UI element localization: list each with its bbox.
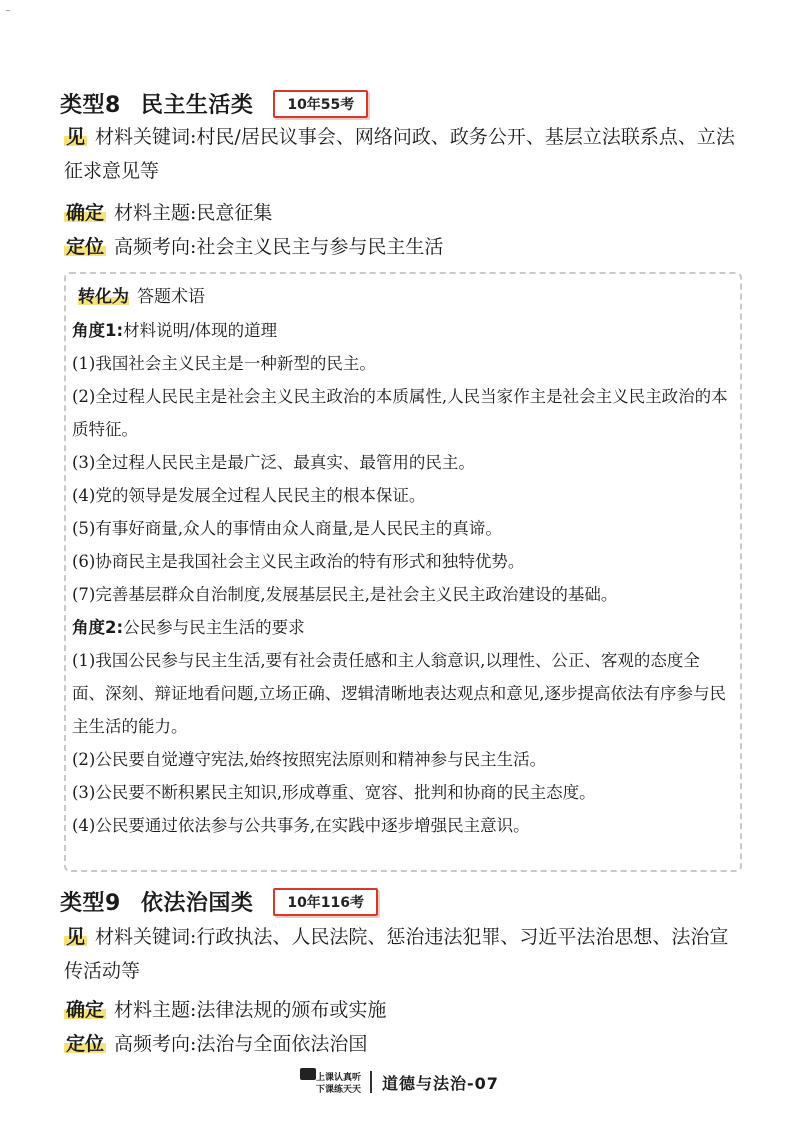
- angle1-item: (2)全过程人民民主是社会主义民主政治的本质属性,人民当家作主是社会主义民主政治的本质特征。: [72, 387, 728, 439]
- angle1-heading: [72, 314, 732, 347]
- type8-exam-badge: 10年55考: [273, 90, 368, 118]
- angle1-label: 角度1:: [72, 321, 124, 340]
- type9-confirm-line: [64, 993, 740, 1027]
- type9-locate-line: [64, 1027, 740, 1061]
- confirm-tag: 确定: [66, 999, 105, 1021]
- card-body: [72, 314, 732, 842]
- type9-header: [60, 886, 378, 917]
- card-heading: [78, 282, 205, 307]
- angle1-item: (5)有事好商量,众人的事情由众人商量,是人民民主的真谛。: [72, 519, 502, 538]
- angle1-item: (1)我国社会主义民主是一种新型的民主。: [72, 354, 376, 373]
- logo-line1: 上课认真听: [316, 1073, 362, 1083]
- type8-confirm-text: 材料主题:民意征集: [114, 202, 273, 224]
- angle1-text: 材料说明/体现的道理: [123, 321, 278, 340]
- brand-logo: [300, 1068, 362, 1096]
- angle1-item: (6)协商民主是我国社会主义民主政治的特有形式和独特优势。: [72, 552, 525, 571]
- card-heading-text: 答题术语: [137, 287, 205, 307]
- angle2-text: 公民参与民主生活的要求: [123, 618, 305, 637]
- type9-see-text: 材料关键词:行政执法、人民法院、惩治违法犯罪、习近平法治思想、法治宣传活动等: [64, 926, 729, 982]
- angle2-heading: [72, 611, 732, 644]
- confirm-tag: 确定: [66, 202, 105, 224]
- type9-locate-text: 高频考向:法治与全面依法治国: [114, 1033, 368, 1055]
- type8-locate-text: 高频考向:社会主义民主与参与民主生活: [114, 236, 444, 258]
- type8-see-text: 材料关键词:村民/居民议事会、网络问政、政务公开、基层立法联系点、立法征求意见等: [64, 126, 735, 182]
- logo-line2: 下课练天天: [316, 1085, 362, 1095]
- logo-badge-icon: [300, 1068, 316, 1080]
- type8-confirm-line: [64, 196, 740, 230]
- angle2-item: (2)公民要自觉遵守宪法,始终按照宪法原则和精神参与民主生活。: [72, 750, 547, 769]
- type9-confirm-text: 材料主题:法律法规的颁布或实施: [114, 999, 387, 1021]
- corner-mark: ~: [5, 7, 11, 15]
- type9-see-line: [64, 920, 740, 988]
- convert-tag: 转化为: [78, 287, 129, 307]
- type8-title: [60, 88, 253, 119]
- footer-divider: [370, 1071, 372, 1093]
- type9-title: [60, 886, 253, 917]
- angle2-item: (4)公民要通过依法参与公共事务,在实践中逐步增强民主意识。: [72, 816, 530, 835]
- angle1-item: (3)全过程人民民主是最广泛、最真实、最管用的民主。: [72, 453, 475, 472]
- type8-name: 民主生活类: [140, 93, 254, 118]
- angle1-item: (7)完善基层群众自治制度,发展基层民主,是社会主义民主政治建设的基础。: [72, 585, 618, 604]
- see-tag: 见: [66, 126, 86, 148]
- see-tag: 见: [66, 926, 86, 948]
- angle1-item: (4)党的领导是发展全过程人民民主的根本保证。: [72, 486, 426, 505]
- type9-number: 类型9: [60, 891, 121, 916]
- type9-name: 依法治国类: [140, 891, 254, 916]
- locate-tag: 定位: [66, 1033, 105, 1055]
- type9-exam-badge: 10年116考: [273, 888, 378, 916]
- type8-number: 类型8: [60, 93, 121, 118]
- type8-see-line: [64, 120, 740, 188]
- page-label: 道德与法治-07: [382, 1073, 499, 1093]
- angle2-label: 角度2:: [72, 618, 124, 637]
- type8-header: [60, 88, 368, 119]
- answer-terms-card: [64, 272, 742, 872]
- locate-tag: 定位: [66, 236, 105, 258]
- angle2-item: (1)我国公民参与民主生活,要有社会责任感和主人翁意识,以理性、公正、客观的态度全面、深刻、辩证地看问题,立场正确、逻辑清晰地表达观点和意见,逐步提高依法有序参与民主生活的能力。: [72, 651, 726, 736]
- page-footer: [300, 1068, 499, 1096]
- angle2-item: (3)公民要不断积累民主知识,形成尊重、宽容、批判和协商的民主态度。: [72, 783, 596, 802]
- type8-locate-line: [64, 230, 740, 264]
